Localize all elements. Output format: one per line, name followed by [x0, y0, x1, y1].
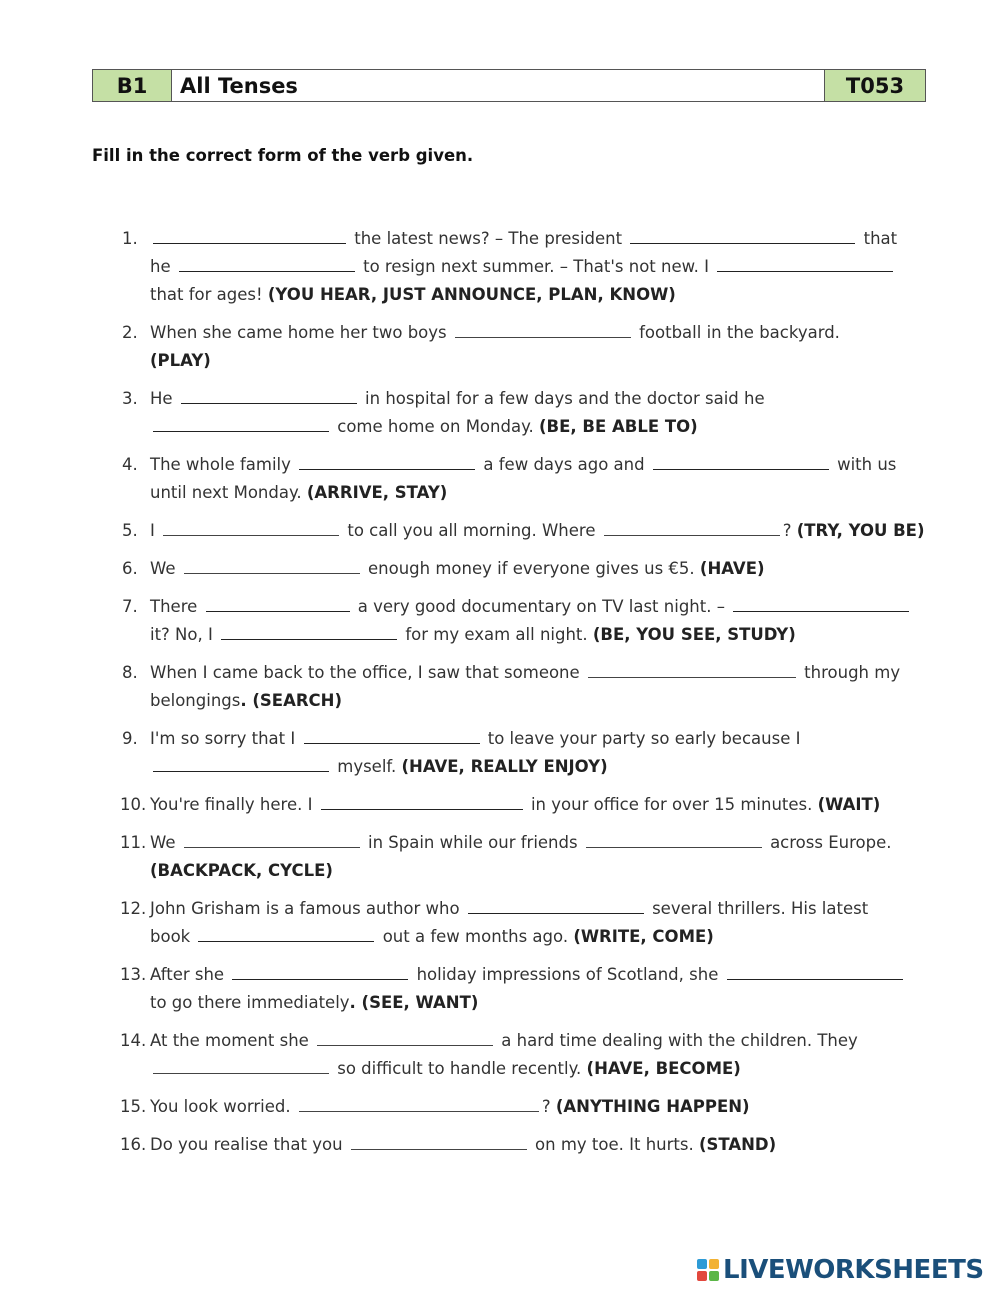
sentence-text: I	[150, 521, 161, 540]
answer-blank[interactable]	[653, 451, 829, 470]
item-text	[150, 895, 935, 951]
exercise-item	[115, 961, 935, 1017]
sentence-text: I'm so sorry that I	[150, 729, 301, 748]
sentence-text: it? No, I	[150, 625, 219, 644]
item-number: 1.	[122, 229, 138, 248]
exercise-item	[115, 451, 935, 507]
answer-blank[interactable]	[153, 1055, 329, 1074]
sentence-text: After she	[150, 965, 230, 984]
item-line	[150, 347, 935, 375]
title-cell: All Tenses	[172, 70, 824, 101]
answer-blank[interactable]	[221, 621, 397, 640]
exercise-item	[115, 1131, 935, 1159]
sentence-text: so difficult to handle recently.	[332, 1059, 587, 1078]
answer-blank[interactable]	[630, 225, 855, 244]
item-text	[150, 961, 935, 1017]
answer-blank[interactable]	[299, 1093, 539, 1112]
exercise-item	[115, 659, 935, 715]
sentence-text: ?	[541, 1097, 556, 1116]
brand-mark-tile	[697, 1259, 707, 1269]
answer-blank[interactable]	[468, 895, 644, 914]
sentence-text: When I came back to the office, I saw that someone	[150, 663, 585, 682]
sentence-text: he	[150, 257, 176, 276]
sentence-text: myself.	[332, 757, 402, 776]
sentence-text: that for ages!	[150, 285, 268, 304]
answer-blank[interactable]	[455, 319, 631, 338]
verb-hint: (HAVE)	[699, 559, 765, 578]
item-line	[150, 923, 935, 951]
sentence-text: to call you all morning. Where	[342, 521, 601, 540]
item-text	[150, 1093, 935, 1121]
sentence-text: football in the backyard.	[633, 323, 840, 342]
verb-hint: (WRITE, COME)	[573, 927, 714, 946]
answer-blank[interactable]	[304, 725, 480, 744]
answer-blank[interactable]	[351, 1131, 527, 1150]
sentence-text: Do you realise that you	[150, 1135, 348, 1154]
answer-blank[interactable]	[717, 253, 893, 272]
item-number: 4.	[122, 455, 138, 474]
sentence-text: to leave your party so early because I	[482, 729, 801, 748]
item-line	[150, 989, 935, 1017]
exercise-item	[115, 1027, 935, 1083]
item-number: 12.	[120, 899, 147, 918]
item-text	[150, 593, 935, 649]
exercise-item	[115, 725, 935, 781]
item-number: 11.	[120, 833, 147, 852]
sentence-text: John Grisham is a famous author who	[150, 899, 465, 918]
answer-blank[interactable]	[163, 517, 339, 536]
answer-blank[interactable]	[184, 829, 360, 848]
item-text	[150, 517, 935, 545]
item-line	[150, 1027, 935, 1055]
sentence-text: come home on Monday.	[332, 417, 539, 436]
sentence-text: You look worried.	[150, 1097, 296, 1116]
sentence-text: You're finally here. I	[150, 795, 318, 814]
item-number: 9.	[122, 729, 138, 748]
answer-blank[interactable]	[198, 923, 374, 942]
item-number: 8.	[122, 663, 138, 682]
sentence-text: a hard time dealing with the children. They	[496, 1031, 858, 1050]
item-text	[150, 725, 935, 781]
sentence-text: The whole family	[150, 455, 297, 474]
sentence-text: holiday impressions of Scotland, she	[411, 965, 724, 984]
instruction: Fill in the correct form of the verb given.	[92, 146, 474, 165]
verb-hint: . (SEE, WANT)	[349, 993, 479, 1012]
exercise-item	[115, 517, 935, 545]
sentence-text: on my toe. It hurts.	[529, 1135, 699, 1154]
item-line	[150, 1093, 935, 1121]
item-line	[150, 961, 935, 989]
item-line	[150, 451, 935, 479]
sentence-text: several thrillers. His latest	[646, 899, 869, 918]
brand-mark-icon	[697, 1259, 719, 1281]
item-number: 5.	[122, 521, 138, 540]
item-line	[150, 413, 935, 441]
brand-mark-tile	[697, 1271, 707, 1281]
verb-hint: (WAIT)	[817, 795, 881, 814]
verb-hint: (ANYTHING HAPPEN)	[555, 1097, 750, 1116]
answer-blank[interactable]	[181, 385, 357, 404]
item-text	[150, 319, 935, 375]
item-line	[150, 555, 935, 583]
item-text	[150, 225, 935, 309]
verb-hint: (BE, BE ABLE TO)	[538, 417, 698, 436]
header-table	[92, 69, 926, 102]
item-line	[150, 725, 935, 753]
brand-mark-tile	[709, 1271, 719, 1281]
item-line	[150, 281, 935, 309]
sentence-text: There	[150, 597, 203, 616]
exercise-item	[115, 225, 935, 309]
verb-hint: (ARRIVE, STAY)	[306, 483, 448, 502]
exercise-item	[115, 385, 935, 441]
item-line	[150, 479, 935, 507]
sentence-text: until next Monday.	[150, 483, 307, 502]
item-text	[150, 555, 935, 583]
item-line	[150, 1131, 935, 1159]
sentence-text: a few days ago and	[478, 455, 650, 474]
answer-blank[interactable]	[299, 451, 475, 470]
sentence-text: When she came home her two boys	[150, 323, 452, 342]
sentence-text: He	[150, 389, 178, 408]
answer-blank[interactable]	[179, 253, 355, 272]
sentence-text: to resign next summer. – That's not new. I	[357, 257, 715, 276]
sentence-text: with us	[831, 455, 897, 474]
item-line	[150, 621, 935, 649]
verb-hint: (TRY, YOU BE)	[796, 521, 925, 540]
item-text	[150, 385, 935, 441]
verb-hint: (HAVE, BECOME)	[586, 1059, 741, 1078]
answer-blank[interactable]	[321, 791, 523, 810]
exercise-item	[115, 555, 935, 583]
sentence-text: book	[150, 927, 196, 946]
sentence-text: to go there immediately	[150, 993, 350, 1012]
brand-logo	[697, 1255, 984, 1285]
answer-blank[interactable]	[317, 1027, 493, 1046]
item-number: 2.	[122, 323, 138, 342]
item-line	[150, 253, 935, 281]
exercise-item	[115, 791, 935, 819]
answer-blank[interactable]	[153, 753, 329, 772]
item-line	[150, 225, 935, 253]
sentence-text: that	[858, 229, 898, 248]
answer-blank[interactable]	[206, 593, 350, 612]
item-text	[150, 829, 935, 885]
item-line	[150, 1055, 935, 1083]
sentence-text: through my	[798, 663, 901, 682]
item-text	[150, 1131, 935, 1159]
sentence-text: the latest news? – The president	[349, 229, 628, 248]
exercise-item	[115, 1093, 935, 1121]
sentence-text: enough money if everyone gives us €5.	[362, 559, 700, 578]
sentence-text: in Spain while our friends	[362, 833, 583, 852]
exercise-item	[115, 895, 935, 951]
sentence-text: out a few months ago.	[377, 927, 574, 946]
brand-name: LIVEWORKSHEETS	[723, 1255, 984, 1285]
answer-blank[interactable]	[604, 517, 780, 536]
verb-hint: (STAND)	[698, 1135, 777, 1154]
answer-blank[interactable]	[586, 829, 762, 848]
verb-hint: . (SEARCH)	[240, 691, 343, 710]
exercise-item	[115, 319, 935, 375]
item-line	[150, 791, 935, 819]
item-number: 15.	[120, 1097, 147, 1116]
answer-blank[interactable]	[153, 225, 346, 244]
verb-hint: (BE, YOU SEE, STUDY)	[592, 625, 796, 644]
item-line	[150, 829, 935, 857]
item-number: 7.	[122, 597, 138, 616]
sentence-text: a very good documentary on TV last night. –	[352, 597, 731, 616]
item-line	[150, 517, 935, 545]
sentence-text: We	[150, 559, 181, 578]
answer-blank[interactable]	[588, 659, 796, 678]
brand-mark-tile	[709, 1259, 719, 1269]
sentence-text: belongings	[150, 691, 241, 710]
verb-hint: (BACKPACK, CYCLE)	[150, 861, 333, 880]
sentence-text: in your office for over 15 minutes.	[525, 795, 818, 814]
exercise-item	[115, 829, 935, 885]
item-line	[150, 687, 935, 715]
item-text	[150, 451, 935, 507]
item-line	[150, 385, 935, 413]
sentence-text: ?	[782, 521, 797, 540]
verb-hint: (PLAY)	[150, 351, 211, 370]
answer-blank[interactable]	[184, 555, 360, 574]
item-line	[150, 895, 935, 923]
code-cell: T053	[824, 70, 925, 101]
item-number: 16.	[120, 1135, 147, 1154]
item-line	[150, 319, 935, 347]
answer-blank[interactable]	[733, 593, 909, 612]
item-text	[150, 659, 935, 715]
sentence-text: At the moment she	[150, 1031, 315, 1050]
answer-blank[interactable]	[727, 961, 903, 980]
item-number: 14.	[120, 1031, 147, 1050]
answer-blank[interactable]	[153, 413, 329, 432]
item-number: 10.	[120, 795, 147, 814]
sentence-text: We	[150, 833, 181, 852]
item-number: 6.	[122, 559, 138, 578]
sentence-text: in hospital for a few days and the doctor said he	[359, 389, 765, 408]
level-cell: B1	[93, 70, 172, 101]
item-line	[150, 659, 935, 687]
verb-hint: (HAVE, REALLY ENJOY)	[401, 757, 608, 776]
item-line	[150, 753, 935, 781]
item-number: 13.	[120, 965, 147, 984]
item-text	[150, 791, 935, 819]
item-line	[150, 593, 935, 621]
item-text	[150, 1027, 935, 1083]
sentence-text: for my exam all night.	[400, 625, 593, 644]
verb-hint: (YOU HEAR, JUST ANNOUNCE, PLAN, KNOW)	[267, 285, 676, 304]
sentence-text: across Europe.	[764, 833, 892, 852]
item-number: 3.	[122, 389, 138, 408]
exercise-item	[115, 593, 935, 649]
item-line	[150, 857, 935, 885]
answer-blank[interactable]	[232, 961, 408, 980]
